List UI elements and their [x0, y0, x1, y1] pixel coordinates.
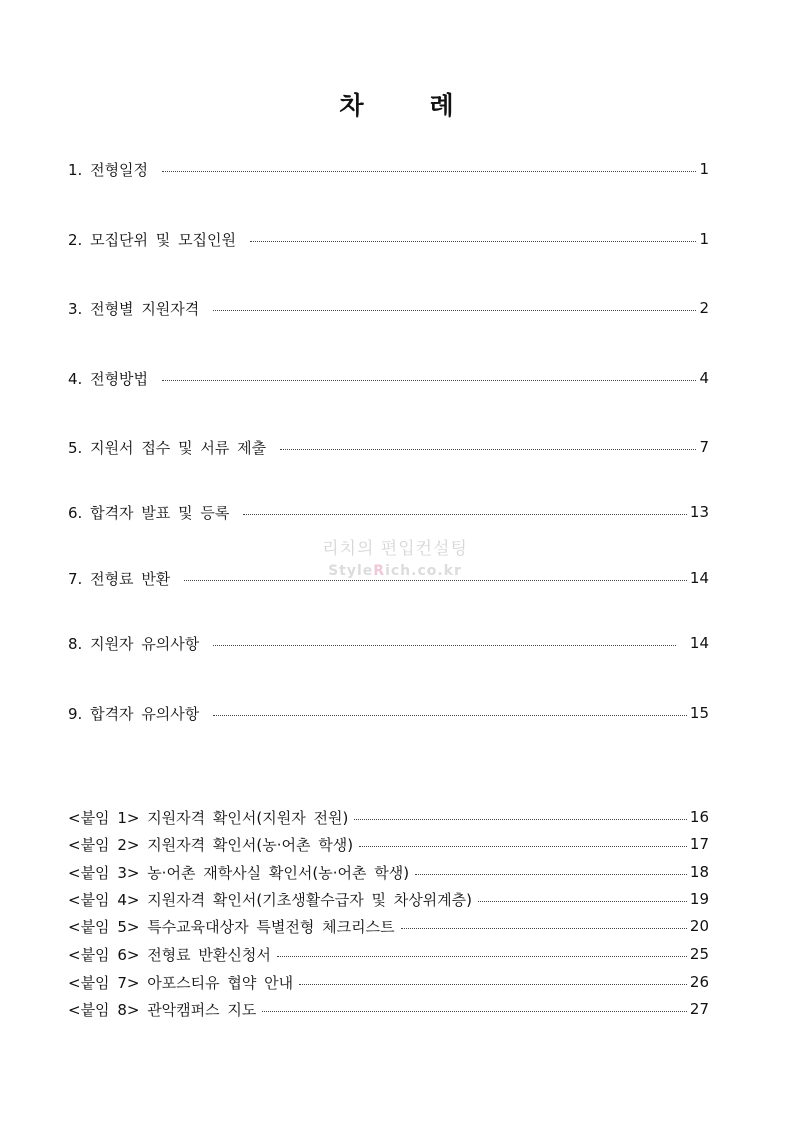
toc-section-3[interactable]	[68, 296, 709, 320]
toc-page-number: 17	[689, 835, 709, 853]
toc-label: <붙임 5> 특수교육대상자 특별전형 체크리스트	[68, 917, 395, 936]
dot-leader	[280, 449, 696, 450]
toc-page-number: 26	[689, 973, 709, 991]
toc-section-2[interactable]	[68, 227, 709, 251]
toc-section-4[interactable]	[68, 366, 709, 390]
toc-appendix-6[interactable]	[68, 942, 709, 966]
dot-leader	[354, 819, 687, 820]
dot-leader	[213, 310, 696, 311]
toc-page-number: 20	[689, 917, 709, 935]
toc-section-9[interactable]	[68, 701, 709, 725]
toc-page-number: 14	[689, 569, 709, 587]
toc-label: 9. 합격자 유의사항	[68, 704, 200, 723]
page-title	[0, 86, 793, 122]
toc-label: 7. 전형료 반환	[68, 569, 171, 588]
toc-page-number: 2	[699, 299, 709, 317]
dot-leader	[162, 380, 696, 381]
dot-leader	[401, 928, 687, 929]
dot-leader	[184, 580, 687, 581]
toc-page-number: 13	[689, 503, 709, 521]
toc-label: <붙임 4> 지원자격 확인서(기초생활수급자 및 차상위계층)	[68, 890, 473, 909]
toc-label: 1. 전형일정	[68, 160, 149, 179]
watermark-url-part: ich.co.kr	[385, 563, 462, 579]
toc-page-number: 1	[699, 230, 709, 248]
toc-page-number: 19	[689, 890, 709, 908]
toc-label: <붙임 7> 아포스티유 협약 안내	[68, 973, 294, 992]
toc-label: <붙임 6> 전형료 반환신청서	[68, 945, 271, 964]
toc-page-number: 25	[689, 945, 709, 963]
dot-leader	[478, 901, 687, 902]
toc-section-5[interactable]	[68, 435, 709, 459]
dot-leader	[162, 171, 696, 172]
dot-leader	[359, 846, 687, 847]
toc-appendix-3[interactable]	[68, 860, 709, 884]
watermark-url-part: Style	[328, 563, 374, 579]
title-char-right: 례	[429, 91, 454, 120]
toc-label: 3. 전형별 지원자격	[68, 299, 200, 318]
toc-label: <붙임 8> 관악캠퍼스 지도	[68, 1000, 257, 1019]
dot-leader	[250, 241, 696, 242]
toc-section-7[interactable]	[68, 566, 709, 590]
dot-leader	[213, 715, 687, 716]
dot-leader	[299, 984, 687, 985]
toc-label: <붙임 3> 농·어촌 재학사실 확인서(농·어촌 학생)	[68, 863, 410, 882]
toc-page-number: 7	[699, 438, 709, 456]
toc-appendix-7[interactable]	[68, 970, 709, 994]
dot-leader	[213, 645, 676, 646]
toc-page-number: 4	[699, 369, 709, 387]
toc-label: 6. 합격자 발표 및 등록	[68, 503, 230, 522]
toc-label: 2. 모집단위 및 모집인원	[68, 230, 237, 249]
toc-appendix-2[interactable]	[68, 832, 709, 856]
watermark-url-accent: R	[373, 563, 386, 579]
title-char-left: 차	[339, 91, 364, 120]
toc-label: 4. 전형방법	[68, 369, 149, 388]
watermark-text: 리치의 편입컨설팅	[322, 539, 468, 559]
toc-page-number: 16	[689, 808, 709, 826]
dot-leader	[243, 514, 687, 515]
toc-appendix-8[interactable]	[68, 997, 709, 1021]
toc-page-number: 14	[689, 634, 709, 652]
toc-section-1[interactable]	[68, 157, 709, 181]
toc-appendix-4[interactable]	[68, 887, 709, 911]
toc-section-6[interactable]	[68, 500, 709, 524]
toc-page-number: 15	[689, 704, 709, 722]
toc-label: <붙임 1> 지원자격 확인서(지원자 전원)	[68, 808, 349, 827]
toc-label: 5. 지원서 접수 및 서류 제출	[68, 438, 267, 457]
toc-page-number: 1	[699, 160, 709, 178]
dot-leader	[262, 1011, 687, 1012]
toc-label: <붙임 2> 지원자격 확인서(농·어촌 학생)	[68, 835, 354, 854]
toc-appendix-1[interactable]	[68, 805, 709, 829]
dot-leader	[415, 874, 687, 875]
toc-label: 8. 지원자 유의사항	[68, 634, 200, 653]
toc-section-8[interactable]	[68, 631, 709, 655]
toc-page-number: 18	[689, 863, 709, 881]
dot-leader	[277, 956, 687, 957]
toc-appendix-5[interactable]	[68, 914, 709, 938]
toc-page-number: 27	[689, 1000, 709, 1018]
